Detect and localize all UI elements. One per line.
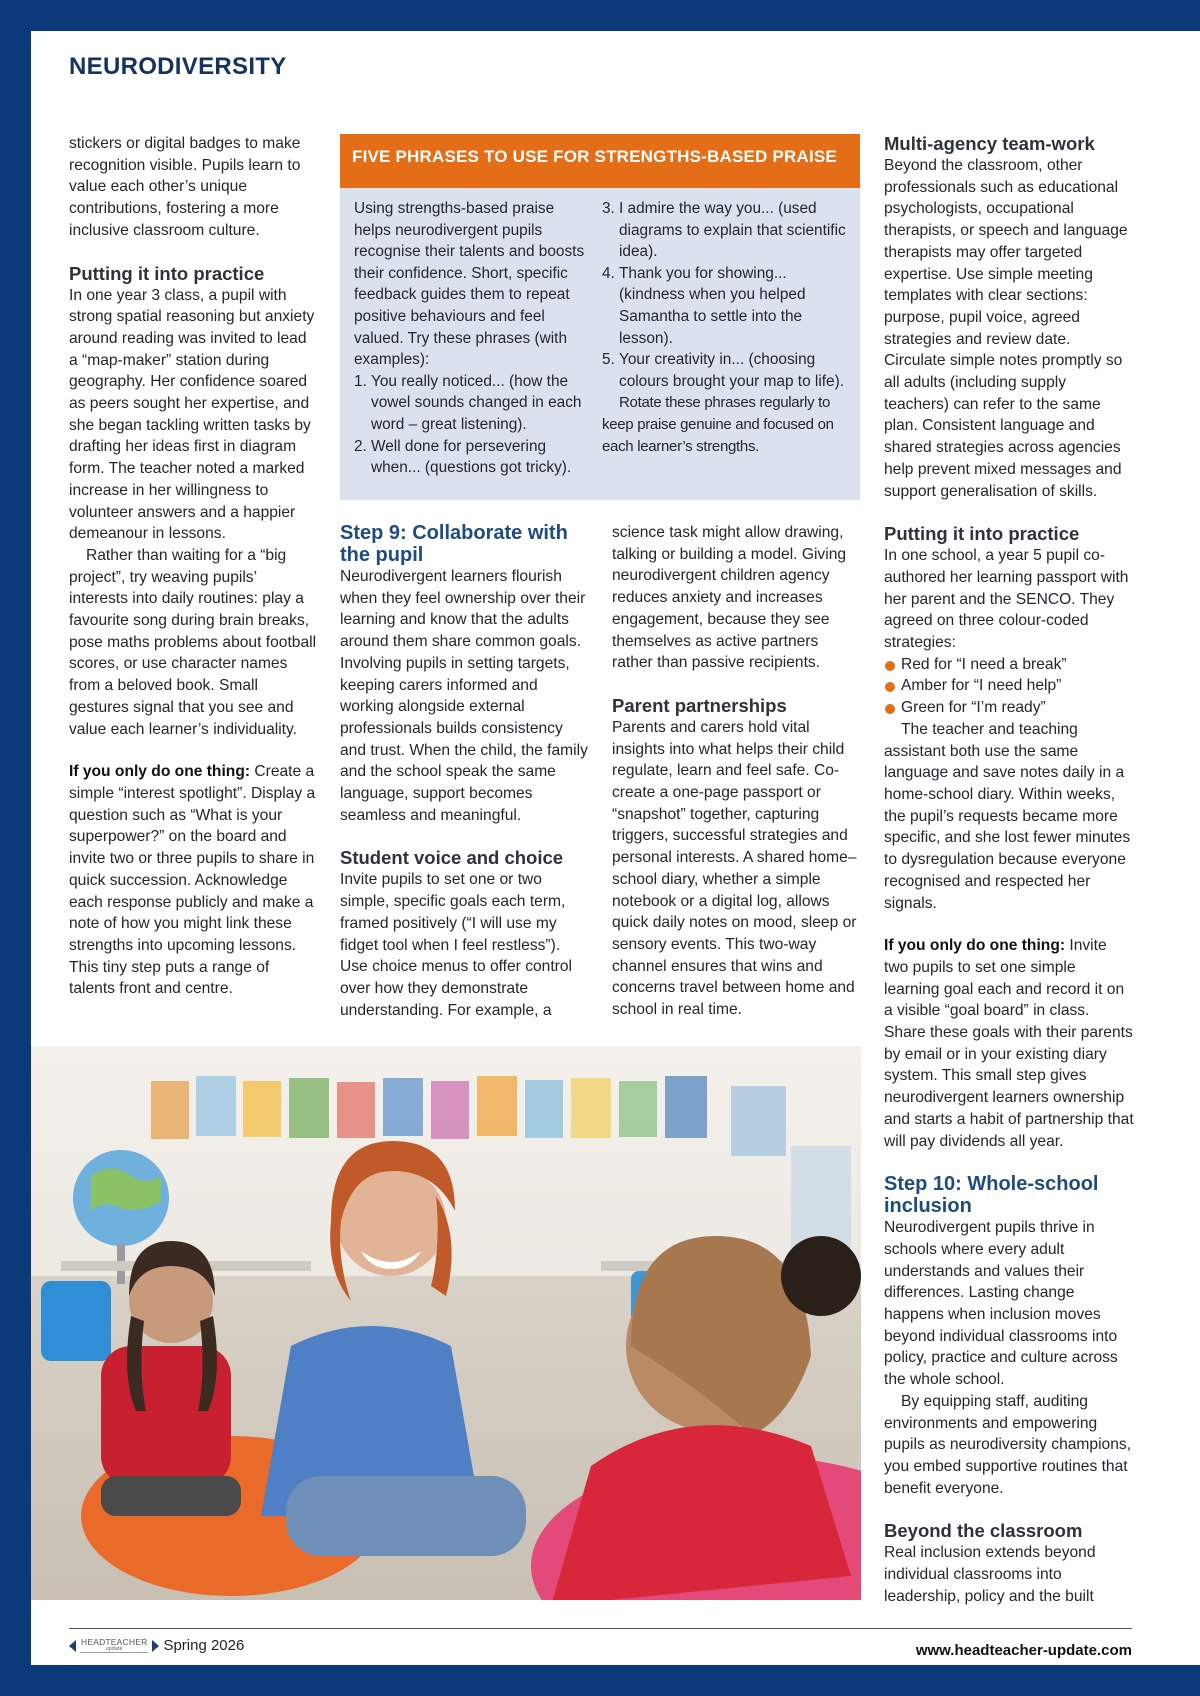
magazine-page [31, 31, 1200, 1665]
subheading-putting-into-practice: Putting it into practice [884, 523, 1080, 545]
website-url[interactable]: www.headteacher-update.com [915, 1642, 1132, 1659]
list-item: Amber for “I need help” [884, 675, 1134, 697]
column-3 [612, 522, 862, 1021]
box-right-column [602, 198, 848, 457]
column-4 [884, 133, 1134, 1607]
box-left-column [354, 198, 586, 479]
strategy-list [884, 654, 1134, 719]
paragraph: By equipping staff, auditing environments and empowering pupils as neurodiversity champions, you embed supportive routines that benefit everyone. [884, 1392, 1132, 1497]
phrase-item: 3. I admire the way you... (used diagrams to explain that scientific idea). [602, 200, 846, 261]
subheading-beyond-classroom: Beyond the classroom [884, 1520, 1083, 1542]
classroom-photo [31, 1046, 861, 1600]
phrase-item: 1. You really noticed... (how the vowel sounds changed in each word – great listening). [354, 372, 582, 433]
one-thing-tip [69, 761, 319, 1000]
heading-step-10: Step 10: Whole-school inclusion [884, 1173, 1099, 1218]
one-thing-text: Create a simple “interest spotlight”. Display a question such as “What is your superpower?” on the board and invite two or three pupils to share in quick succession. Acknowledge each response publicly and make a note of how you might link these strengths into upcoming lessons. This tiny step puts a range of talents front and centre. [69, 763, 316, 998]
phrase-item: 5. Your creativity in... (choosing colours brought your map to life). [602, 351, 844, 390]
paragraph: In one year 3 class, a pupil with strong spatial reasoning but anxiety around reading was invited to lead a “map-maker” station during geography. Her confidence soared as peers sought her expertise, and she began tackling written tasks by drafting her ideas first in diagram form. The teacher noted a marked increase in her willingness to volunteer answers and a happier demeanour in lessons. [69, 286, 315, 543]
paragraph: Invite pupils to set one or two simple, specific goals each term, framed positively (“I will use my fidget tool when I feel restless”). Use choice menus to offer control over how they demonstrate understanding. For example, a [340, 871, 573, 1019]
subheading-parent-partnerships: Parent partnerships [612, 694, 787, 716]
one-thing-label: If you only do one thing: [69, 763, 251, 781]
box-outro: Rotate these phrases regularly to keep praise genuine and focused on each learner’s strengths. [602, 394, 834, 455]
footer-issue [69, 1637, 244, 1654]
paragraph: Neurodivergent learners flourish when they feel ownership over their learning and know that the adults around them share common goals. Involving pupils in setting targets, keeping carers informed and working alongside external professionals builds consistency and trust. When the child, the family and the school speak the same language, support becomes seamless and meaningful. [340, 568, 588, 824]
box-title: FIVE PHRASES TO USE FOR STRENGTHS-BASED PRAISE [340, 134, 860, 188]
list-item: Red for “I need a break” [884, 654, 1134, 676]
paragraph: In one school, a year 5 pupil co-authored her learning passport with her parent and the SENCO. They agreed on three colour-coded strategies: [884, 547, 1129, 652]
column-1 [69, 133, 319, 1000]
classroom-illustration [31, 1046, 861, 1600]
box-intro: Using strengths-based praise helps neurodivergent pupils recognise their talents and boosts their confidence. Short, specific feedback guides them to repeat positive behaviours and feel valued. Try these phrases (with examples): [354, 200, 585, 369]
triangle-left-icon [69, 1640, 76, 1652]
list-item: Green for “I’m ready” [884, 697, 1134, 719]
publication-logo: HEADTEACHER update [81, 1637, 148, 1652]
phrase-item: 4. Thank you for showing... (kindness when you helped Samantha to settle into the lesson). [602, 264, 806, 347]
section-title: NEURODIVERSITY [69, 53, 287, 80]
issue-date: Spring 2026 [163, 1637, 245, 1654]
subheading-student-voice: Student voice and choice [340, 847, 564, 869]
heading-step-9: Step 9: Collaborate with the pupil [340, 522, 568, 566]
one-thing-tip [884, 935, 1134, 1152]
column-2 [340, 522, 590, 1021]
paragraph: stickers or digital badges to make recognition visible. Pupils learn to value each other’s unique contributions, fostering a more inclusive classroom culture. [69, 135, 301, 239]
one-thing-text: Invite two pupils to set one simple learning goal each and record it on a visible “goal board” in class. Share these goals with their parents by email or in your existing diary system. This small step gives neurodivergent learners ownership and starts a habit of partnership that will pay dividends all year. [884, 937, 1134, 1150]
footer-rule [69, 1628, 1132, 1629]
paragraph: The teacher and teaching assistant both use the same language and save notes daily in a home-school diary. Within weeks, the pupil’s requests became more specific, and she lost fewer minutes to dysregulation because everyone recognised and respected her signals. [884, 720, 1131, 912]
paragraph: Neurodivergent pupils thrive in schools where every adult understands and values their differences. Lasting change happens when inclusion moves beyond individual classrooms into policy, practice and culture across the whole school. [884, 1219, 1118, 1389]
praise-phrases-box [340, 134, 860, 500]
paragraph: Beyond the classroom, other professionals such as educational psychologists, occupational therapists, or speech and language therapists may offer targeted expertise. Use simple meeting templates with clear sections: purpose, pupil voice, agreed strategies and review date. Circulate simple notes promptly so all adults (including supply teachers) can refer to the same plan. Consistent language and shared strategies across agencies help prevent mixed messages and support generalisation of skills. [884, 157, 1128, 500]
paragraph: science task might allow drawing, talking or building a model. Giving neurodivergent children agency reduces anxiety and increases engagement, because they see themselves as active partners rather than passive recipients. [612, 524, 847, 672]
phrase-item: 2. Well done for persevering when... (questions got tricky). [354, 437, 572, 477]
subheading-multi-agency: Multi-agency team-work [884, 133, 1095, 154]
subheading-putting-into-practice: Putting it into practice [69, 262, 265, 284]
paragraph: Rather than waiting for a “big project”, try weaving pupils’ interests into daily routines: play a favourite song during brain breaks, pose maths problems about football scores, or use character names from a beloved book. Small gestures signal that you see and value each learner’s individuality. [69, 546, 317, 738]
one-thing-label: If you only do one thing: [884, 937, 1066, 955]
paragraph: Parents and carers hold vital insights into what helps their child regulate, learn and feel safe. Co-create a one-page passport or “snapshot” together, capturing triggers, successful strategies and personal interests. A shared home–school diary, whether a simple notebook or a digital log, allows quick daily notes on mood, sleep or sensory events. This two-way channel ensures that wins and concerns travel between home and school in real time. [612, 718, 857, 1019]
triangle-right-icon [152, 1640, 159, 1652]
paragraph: Real inclusion extends beyond individual classrooms into leadership, policy and the built [884, 1544, 1096, 1605]
